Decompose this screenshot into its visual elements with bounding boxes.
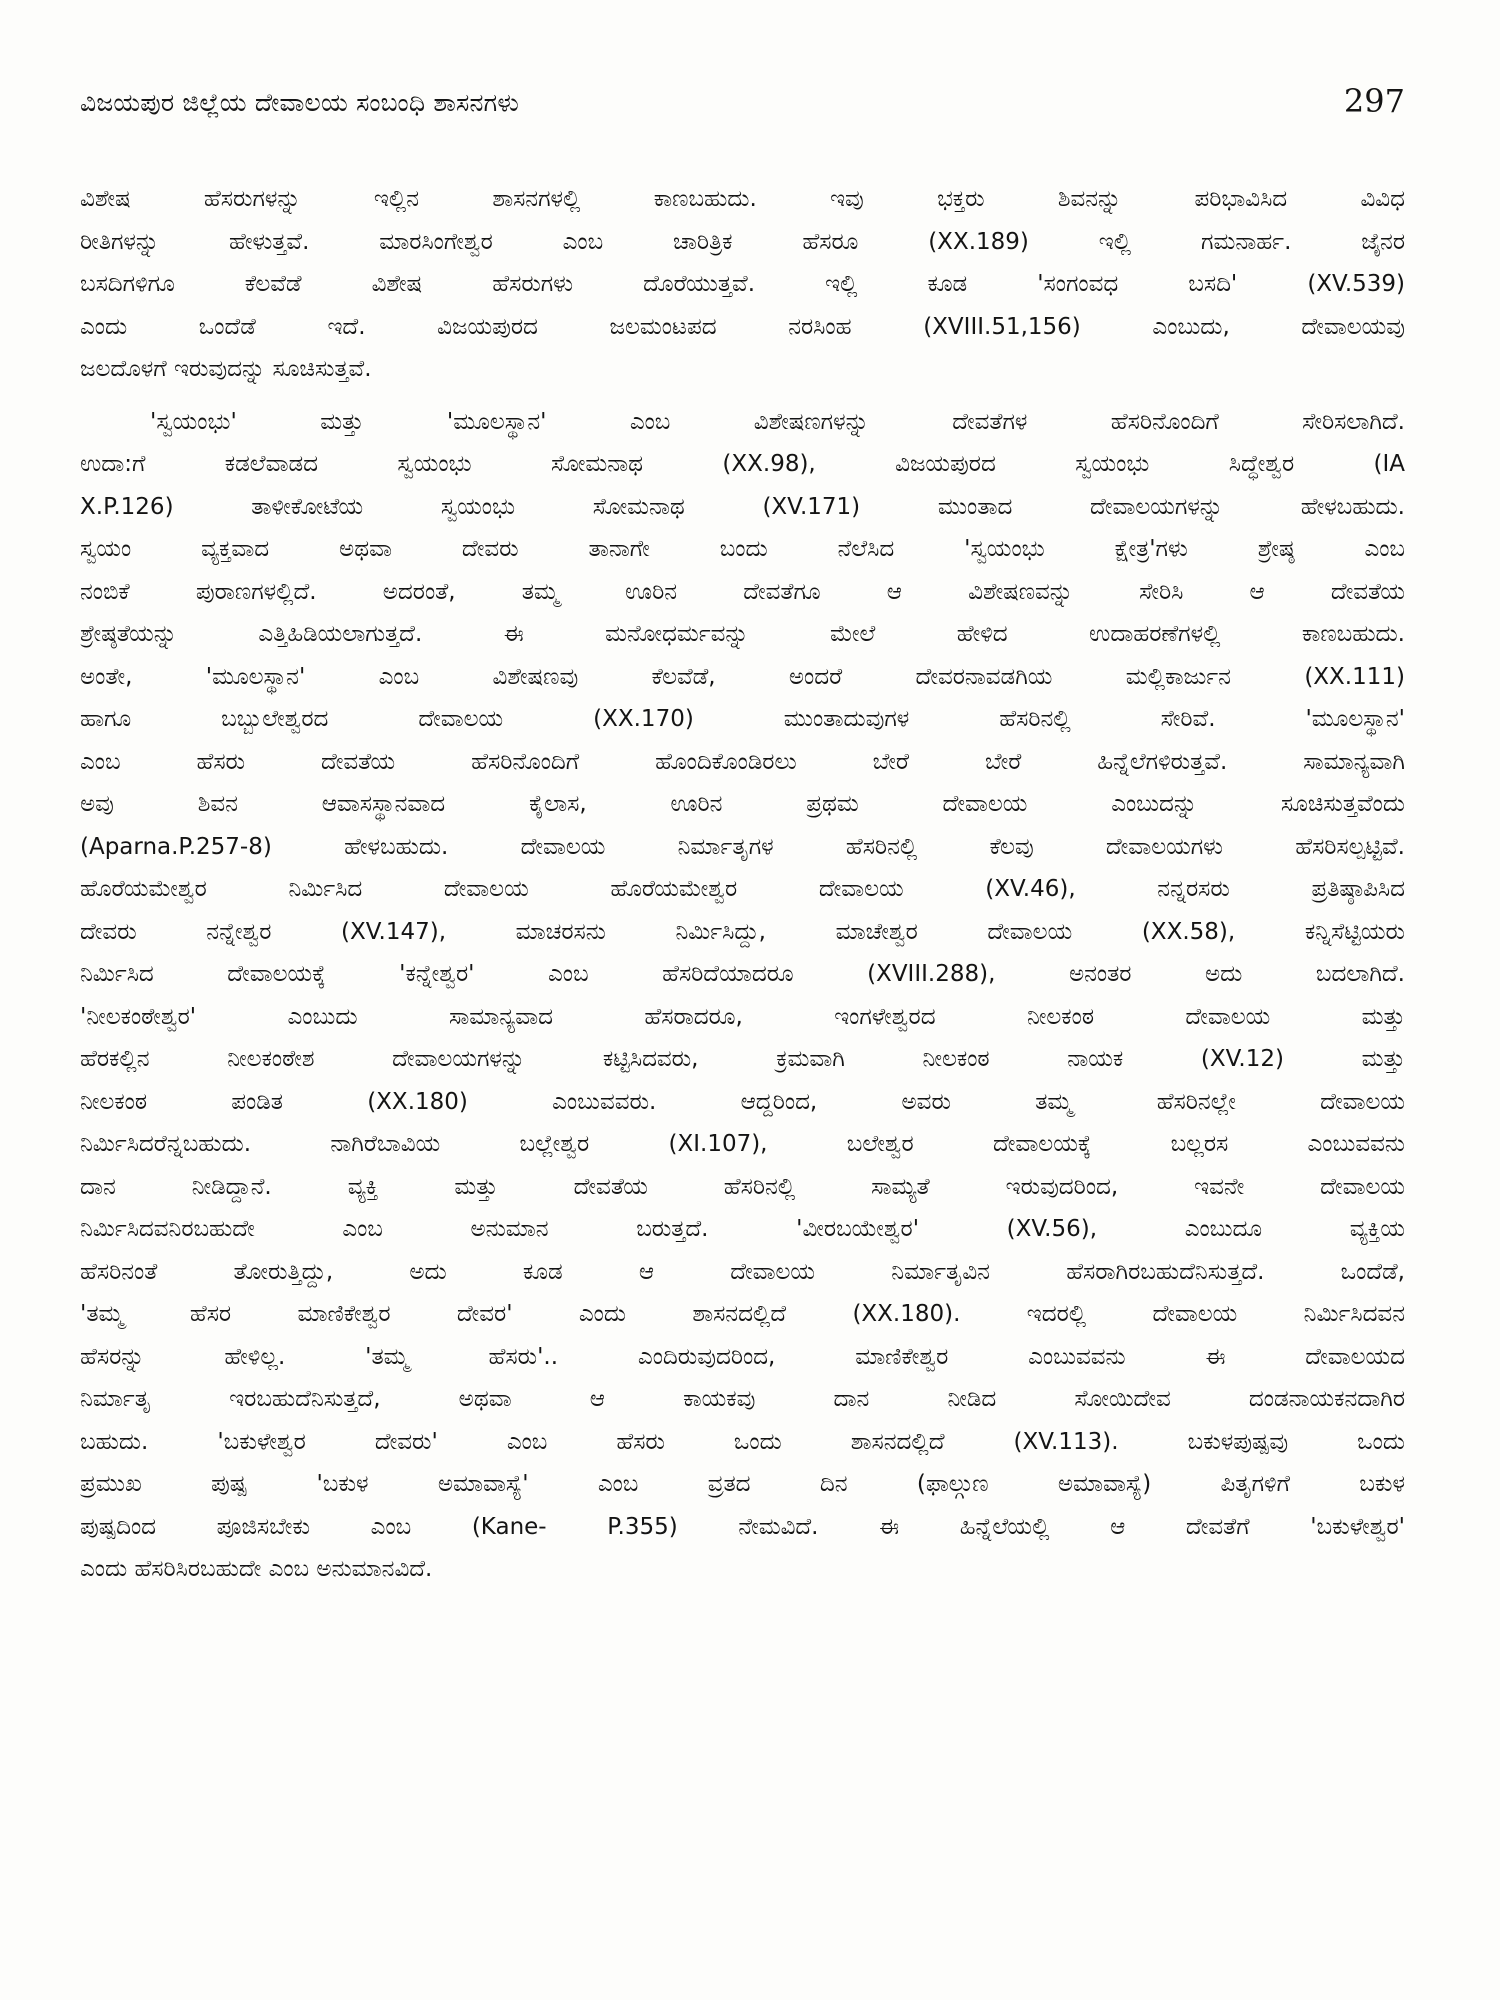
text-line: ಹಾಗೂ ಬಬ್ಬುಲೇಶ್ವರದ ದೇವಾಲಯ (XX.170) ಮುಂತಾದುವುಗಳ ಹೆಸರಿನಲ್ಲಿ ಸೇರಿವೆ. 'ಮೂಲಸ್ಥಾನ' <box>80 706 1405 732</box>
text-line: ರೀತಿಗಳನ್ನು ಹೇಳುತ್ತವೆ. ಮಾರಸಿಂಗೇಶ್ವರ ಎಂಬ ಚಾರಿತ್ರಿಕ ಹೆಸರೂ (XX.189) ಇಲ್ಲಿ ಗಮನಾರ್ಹ. ಜೈನರ <box>80 228 1405 255</box>
text-line: ಹೊರೆಯಮೇಶ್ವರ ನಿರ್ಮಿಸಿದ ದೇವಾಲಯ ಹೊರೆಯಮೇಶ್ವರ ದೇವಾಲಯ (XV.46), ನನ್ನರಸರು ಪ್ರತಿಷ್ಠಾಪಿಸಿದ <box>80 876 1405 902</box>
text-line: X.P.126) ತಾಳೀಕೋಟೆಯ ಸ್ವಯಂಭು ಸೋಮನಾಥ (XV.171) ಮುಂತಾದ ದೇವಾಲಯಗಳನ್ನು ಹೇಳಬಹುದು. <box>80 493 1405 520</box>
body-text <box>80 178 1405 1591</box>
text-line: 'ತಮ್ಮ ಹೆಸರ ಮಾಣಿಕೇಶ್ವರ ದೇವರ' ಎಂದು ಶಾಸನದಲ್ಲಿದೆ (XX.180). ಇದರಲ್ಲಿ ದೇವಾಲಯ ನಿರ್ಮಿಸಿದವನ <box>80 1301 1405 1327</box>
text-line: ನೀಲಕಂಠ ಪಂಡಿತ (XX.180) ಎಂಬುವವರು. ಆದ್ದರಿಂದ, ಅವರು ತಮ್ಮ ಹೆಸರಿನಲ್ಲೇ ದೇವಾಲಯ <box>80 1088 1405 1115</box>
text-line: ನಿರ್ಮಿಸಿದ ದೇವಾಲಯಕ್ಕೆ 'ಕನ್ನೇಶ್ವರ' ಎಂಬ ಹೆಸರಿದೆಯಾದರೂ (XVIII.288), ಅನಂತರ ಅದು ಬದಲಾಗಿದೆ. <box>80 961 1405 987</box>
text-line: ಹೆಸರನ್ನು ಹೇಳಿಲ್ಲ. 'ತಮ್ಮ ಹೆಸರು'.. ಎಂದಿರುವುದರಿಂದ, ಮಾಣಿಕೇಶ್ವರ ಎಂಬುವವನು ಈ ದೇವಾಲಯದ <box>80 1343 1405 1370</box>
text-line: ಬಹುದು. 'ಬಕುಳೇಶ್ವರ ದೇವರು' ಎಂಬ ಹೆಸರು ಒಂದು ಶಾಸನದಲ್ಲಿದೆ (XV.113). ಬಕುಳಪುಷ್ಪವು ಒಂದು <box>80 1428 1405 1455</box>
text-line: ನಿರ್ಮಾತೃ ಇರಬಹುದೆನಿಸುತ್ತದೆ, ಅಥವಾ ಆ ಕಾಯಕವು ದಾನ ನೀಡಿದ ಸೋಯಿದೇವ ದಂಡನಾಯಕನದಾಗಿರ <box>80 1386 1405 1412</box>
text-line: ದಾನ ನೀಡಿದ್ದಾನೆ. ವ್ಯಕ್ತಿ ಮತ್ತು ದೇವತೆಯ ಹೆಸರಿನಲ್ಲಿ ಸಾಮ್ಯತೆ ಇರುವುದರಿಂದ, ಇವನೇ ದೇವಾಲಯ <box>80 1173 1405 1200</box>
text-line: ಹೆರಕಲ್ಲಿನ ನೀಲಕಂಠೇಶ ದೇವಾಲಯಗಳನ್ನು ಕಟ್ಟಿಸಿದವರು, ಕ್ರಮವಾಗಿ ನೀಲಕಂಠ ನಾಯಕ (XV.12) ಮತ್ತು <box>80 1046 1405 1072</box>
text-line: 'ನೀಲಕಂಠೇಶ್ವರ' ಎಂಬುದು ಸಾಮಾನ್ಯವಾದ ಹೆಸರಾದರೂ, ಇಂಗಳೇಶ್ವರದ ನೀಲಕಂಠ ದೇವಾಲಯ ಮತ್ತು <box>80 1003 1405 1030</box>
text-line: ಎಂಬ ಹೆಸರು ದೇವತೆಯ ಹೆಸರಿನೊಂದಿಗೆ ಹೊಂದಿಕೊಂಡಿರಲು ಬೇರೆ ಬೇರೆ ಹಿನ್ನೆಲೆಗಳಿರುತ್ತವೆ. ಸಾಮಾನ್ಯವಾಗಿ <box>80 748 1405 775</box>
text-line: (Aparna.P.257-8) ಹೇಳಬಹುದು. ದೇವಾಲಯ ನಿರ್ಮಾತೃಗಳ ಹೆಸರಿನಲ್ಲಿ ಕೆಲವು ದೇವಾಲಯಗಳು ಹೆಸರಿಸಲ್ಪಟ್ಟಿವೆ. <box>80 833 1405 860</box>
text-line: ಹೆಸರಿನಂತೆ ತೋರುತ್ತಿದ್ದು, ಅದು ಕೂಡ ಆ ದೇವಾಲಯ ನಿರ್ಮಾತೃವಿನ ಹೆಸರಾಗಿರಬಹುದೆನಿಸುತ್ತದೆ. ಒಂದೆಡೆ, <box>80 1258 1405 1285</box>
text-line: ದೇವರು ನನ್ನೇಶ್ವರ (XV.147), ಮಾಚರಸನು ನಿರ್ಮಿಸಿದ್ದು, ಮಾಚೇಶ್ವರ ದೇವಾಲಯ (XX.58), ಕನ್ನಿಸೆಟ್ಟಿಯರು <box>80 918 1405 945</box>
text-line: ಶ್ರೇಷ್ಠತೆಯನ್ನು ಎತ್ತಿಹಿಡಿಯಲಾಗುತ್ತದೆ. ಈ ಮನೋಧರ್ಮವನ್ನು ಮೇಲೆ ಹೇಳಿದ ಉದಾಹರಣೆಗಳಲ್ಲಿ ಕಾಣಬಹುದು. <box>80 621 1405 647</box>
text-line: ಉದಾ:ಗೆ ಕಡಲೆವಾಡದ ಸ್ವಯಂಭು ಸೋಮನಾಥ (XX.98), ವಿಜಯಪುರದ ಸ್ವಯಂಭು ಸಿದ್ಧೇಶ್ವರ (IA <box>80 451 1405 477</box>
text-line: ಎಂದು ಒಂದೆಡೆ ಇದೆ. ವಿಜಯಪುರದ ಜಲಮಂಟಪದ ನರಸಿಂಹ (XVIII.51,156) ಎಂಬುದು, ದೇವಾಲಯವು <box>80 313 1405 340</box>
text-line: ನಿರ್ಮಿಸಿದವನಿರಬಹುದೇ ಎಂಬ ಅನುಮಾನ ಬರುತ್ತದೆ. 'ವೀರಬಯೇಶ್ವರ' (XV.56), ಎಂಬುದೂ ವ್ಯಕ್ತಿಯ <box>80 1216 1405 1242</box>
text-line: ನಿರ್ಮಿಸಿದರೆನ್ನಬಹುದು. ನಾಗಿರೆಬಾವಿಯ ಬಲ್ಲೇಶ್ವರ (XI.107), ಬಲೇಶ್ವರ ದೇವಾಲಯಕ್ಕೆ ಬಲ್ಲರಸ ಎಂಬುವವನು <box>80 1131 1405 1157</box>
page-number: 297 <box>1343 82 1405 120</box>
text-line: ಜಲದೊಳಗೆ ಇರುವುದನ್ನು ಸೂಚಿಸುತ್ತವೆ. <box>80 356 372 382</box>
text-line: ಅವು ಶಿವನ ಆವಾಸಸ್ಥಾನವಾದ ಕೈಲಾಸ, ಊರಿನ ಪ್ರಥಮ ದೇವಾಲಯ ಎಂಬುದನ್ನು ಸೂಚಿಸುತ್ತವೆಂದು <box>80 791 1405 817</box>
paragraph-gap <box>80 391 1405 401</box>
text-line: ಸ್ವಯಂ ವ್ಯಕ್ತವಾದ ಅಥವಾ ದೇವರು ತಾನಾಗೇ ಬಂದು ನೆಲೆಸಿದ 'ಸ್ವಯಂಭು ಕ್ಷೇತ್ರ'ಗಳು ಶ್ರೇಷ್ಠ ಎಂಬ <box>80 536 1405 562</box>
paragraph-1 <box>80 178 1405 391</box>
text-line: 'ಸ್ವಯಂಭು' ಮತ್ತು 'ಮೂಲಸ್ಥಾನ' ಎಂಬ ವಿಶೇಷಣಗಳನ್ನು ದೇವತೆಗಳ ಹೆಸರಿನೊಂದಿಗೆ ಸೇರಿಸಲಾಗಿದೆ. <box>150 408 1405 435</box>
paragraph-2 <box>80 401 1405 1591</box>
text-line: ಅಂತೇ, 'ಮೂಲಸ್ಥಾನ' ಎಂಬ ವಿಶೇಷಣವು ಕೆಲವೆಡೆ, ಅಂದರೆ ದೇವರನಾವಡಗಿಯ ಮಲ್ಲಿಕಾರ್ಜುನ (XX.111) <box>80 663 1405 690</box>
page-header <box>80 82 1405 132</box>
text-line: ವಿಶೇಷ ಹೆಸರುಗಳನ್ನು ಇಲ್ಲಿನ ಶಾಸನಗಳಲ್ಲಿ ಕಾಣಬಹುದು. ಇವು ಭಕ್ತರು ಶಿವನನ್ನು ಪರಿಭಾವಿಸಿದ ವಿವಿಧ <box>80 186 1405 212</box>
text-line: ಎಂದು ಹೆಸರಿಸಿರಬಹುದೇ ಎಂಬ ಅನುಮಾನವಿದೆ. <box>80 1556 433 1582</box>
text-line: ಪ್ರಮುಖ ಪುಷ್ಪ 'ಬಕುಳ ಅಮಾವಾಸ್ಯೆ' ಎಂಬ ವ್ರತದ ದಿನ (ಫಾಲ್ಗುಣ ಅಮಾವಾಸ್ಯೆ) ಪಿತೃಗಳಿಗೆ ಬಕುಳ <box>80 1471 1405 1497</box>
running-head: ವಿಜಯಪುರ ಜಿಲ್ಲೆಯ ದೇವಾಲಯ ಸಂಬಂಧಿ ಶಾಸನಗಳು <box>80 88 520 117</box>
text-line: ಪುಷ್ಪದಿಂದ ಪೂಜಿಸಬೇಕು ಎಂಬ (Kane- P.355) ನೇಮವಿದೆ. ಈ ಹಿನ್ನೆಲೆಯಲ್ಲಿ ಆ ದೇವತೆಗೆ 'ಬಕುಳೇಶ್ವರ' <box>80 1513 1405 1540</box>
text-line: ಬಸದಿಗಳಿಗೂ ಕೆಲವೆಡೆ ವಿಶೇಷ ಹೆಸರುಗಳು ದೊರೆಯುತ್ತವೆ. ಇಲ್ಲಿ ಕೂಡ 'ಸಂಗಂವಧ ಬಸದಿ' (XV.539) <box>80 271 1405 297</box>
text-line: ನಂಬಿಕೆ ಪುರಾಣಗಳಲ್ಲಿದೆ. ಅದರಂತೆ, ತಮ್ಮ ಊರಿನ ದೇವತೆಗೂ ಆ ವಿಶೇಷಣವನ್ನು ಸೇರಿಸಿ ಆ ದೇವತೆಯ <box>80 578 1405 605</box>
